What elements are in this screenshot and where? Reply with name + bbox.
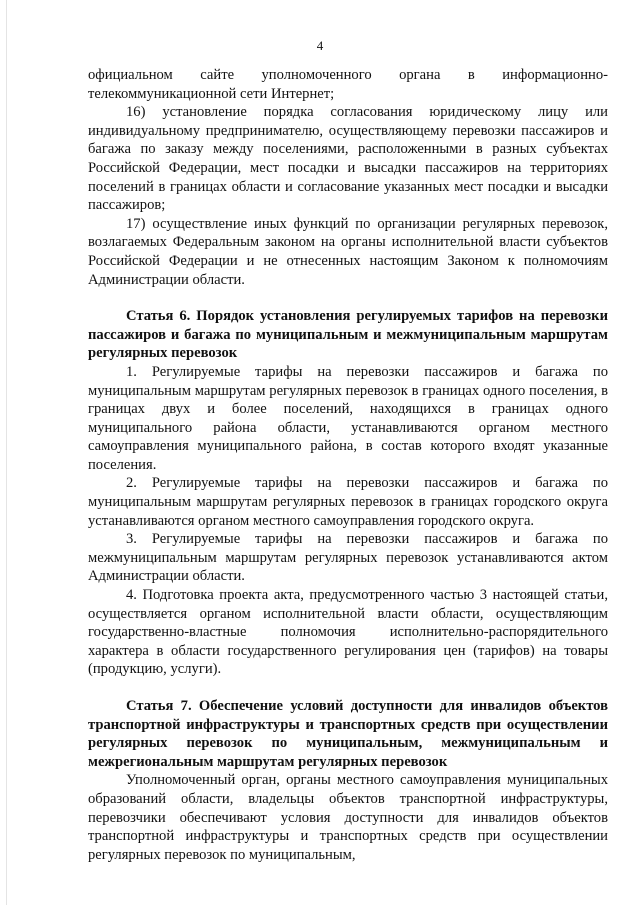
article-7-paragraph: Уполномоченный орган, органы местного самоуправления муниципальных образований области, владельцы объектов транспортной инфраструктуры, перевозчики обеспечивают условия доступности для инвалидов объектов транспортной инфраструктуры и транспортных средств при осуществлении регулярных перевозок по муниципальным, [88, 772, 608, 863]
article-6-part-4: 4. Подготовка проекта акта, предусмотренного частью 3 настоящей статьи, осуществляется органом исполнительной власти области, осуществляющим государственно-властные полномочия исполнительно-распорядительного характера в области государственного регулирования цен (тарифов) на товары (продукцию, услуги). [88, 587, 608, 678]
article-6-heading: Статья 6. Порядок установления регулируемых тарифов на перевозки пассажиров и багажа по муниципальным и межмуниципальным маршрутам регулярных перевозок [88, 308, 608, 362]
paragraph-continuation: официальном сайте уполномоченного органа в информационно-телекоммуникационной сети Интернет; [88, 67, 608, 102]
document-body [88, 66, 608, 864]
paragraph-item-17: 17) осуществление иных функций по организации регулярных перевозок, возлагаемых Федеральным законом на органы исполнительной власти субъектов Российской Федерации и не отнесенных настоящим Законом к полномочиям Администрации области. [88, 215, 608, 288]
page-number: 4 [316, 38, 324, 53]
article-6-part-1: 1. Регулируемые тарифы на перевозки пассажиров и багажа по муниципальным маршрутам регулярных перевозок в границах одного поселения, в границах двух и более поселений, находящихся в границах одного муниципального района области, устанавливаются органом местного самоуправления муниципального района, в состав которого входят указанные поселения. [88, 363, 608, 473]
paragraph-item-16: 16) установление порядка согласования юридическому лицу или индивидуальному предпринимателю, осуществляющему перевозки пассажиров и багажа по заказу между поселениями, расположенными в разных субъектах Российской Федерации, мест посадки и высадки пассажиров на территориях поселений в границах области и согласование указанных мест посадки и высадки пассажиров; [88, 104, 608, 214]
article-7-heading: Статья 7. Обеспечение условий доступности для инвалидов объектов транспортной инфраструктуры и транспортных средств при осуществлении регулярных перевозок по муниципальным, межмуниципальным и межрегиональным маршрутам регулярных перевозок [88, 698, 608, 770]
article-6-part-2: 2. Регулируемые тарифы на перевозки пассажиров и багажа по муниципальным маршрутам регулярных перевозок в границах городского округа устанавливаются органом местного самоуправления городского округа. [88, 475, 608, 529]
scan-edge [6, 0, 7, 905]
article-6-part-3: 3. Регулируемые тарифы на перевозки пассажиров и багажа по межмуниципальным маршрутам регулярных перевозок устанавливаются актом Администрации области. [88, 531, 608, 585]
